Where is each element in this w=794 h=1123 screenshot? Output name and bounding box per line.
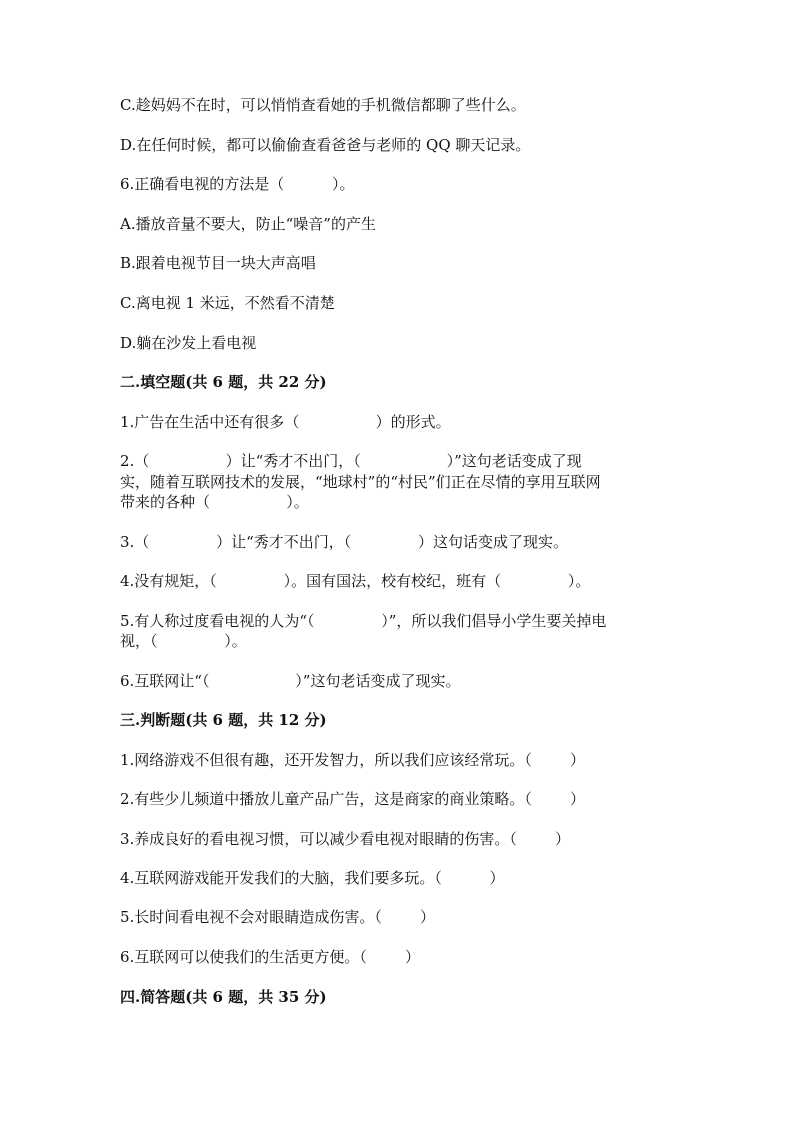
section-3-heading: 三.判断题(共 6 题，共 12 分): [120, 711, 327, 729]
fill-question-5-line-2: 视，（ ）。: [120, 632, 247, 650]
fill-question-5-line-1: 5.有人称过度看电视的人为“（ ）”，所以我们倡导小学生要关掉电: [120, 612, 607, 630]
section-2-heading: 二.填空题(共 6 题，共 22 分): [120, 373, 327, 391]
option-c-q6: C.离电视 1 米远，不然看不清楚: [120, 294, 335, 312]
question-6-stem: 6.正确看电视的方法是（ ）。: [120, 175, 355, 193]
option-c-q5: C.趁妈妈不在时，可以悄悄查看她的手机微信都聊了些什么。: [120, 96, 526, 114]
fill-question-3: 3.（ ）让“秀才不出门，（ ）这句话变成了现实。: [120, 533, 568, 551]
fill-question-2-line-3: 带来的各种（ ）。: [120, 493, 309, 511]
judge-question-4: 4.互联网游戏能开发我们的大脑，我们要多玩。（ ）: [120, 869, 505, 887]
fill-question-1: 1.广告在生活中还有很多（ ）的形式。: [120, 413, 451, 431]
fill-question-2-line-1: 2.（ ）让“秀才不出门，（ ）”这句老话变成了现: [120, 452, 582, 470]
option-a-q6: A.播放音量不要大，防止“噪音”的产生: [120, 215, 376, 233]
fill-question-6: 6.互联网让“（ ）”这句老话变成了现实。: [120, 672, 461, 690]
judge-question-2: 2.有些少儿频道中播放儿童产品广告，这是商家的商业策略。（ ）: [120, 790, 585, 808]
judge-question-5: 5.长时间看电视不会对眼睛造成伤害。（ ）: [120, 908, 435, 926]
fill-question-4: 4.没有规矩，（ ）。国有国法，校有校纪，班有（ ）。: [120, 572, 591, 590]
fill-question-2-line-2: 实，随着互联网技术的发展，“地球村”的“村民”们正在尽情的享用互联网: [120, 473, 601, 491]
section-4-heading: 四.简答题(共 6 题，共 35 分): [120, 988, 327, 1006]
judge-question-3: 3.养成良好的看电视习惯，可以减少看电视对眼睛的伤害。（ ）: [120, 830, 570, 848]
option-d-q5: D.在任何时候，都可以偷偷查看爸爸与老师的 QQ 聊天记录。: [120, 136, 531, 154]
judge-question-6: 6.互联网可以使我们的生活更方便。（ ）: [120, 948, 420, 966]
option-b-q6: B.跟着电视节目一块大声高唱: [120, 254, 316, 272]
option-d-q6: D.躺在沙发上看电视: [120, 334, 257, 352]
judge-question-1: 1.网络游戏不但很有趣，还开发智力，所以我们应该经常玩。（ ）: [120, 751, 585, 769]
